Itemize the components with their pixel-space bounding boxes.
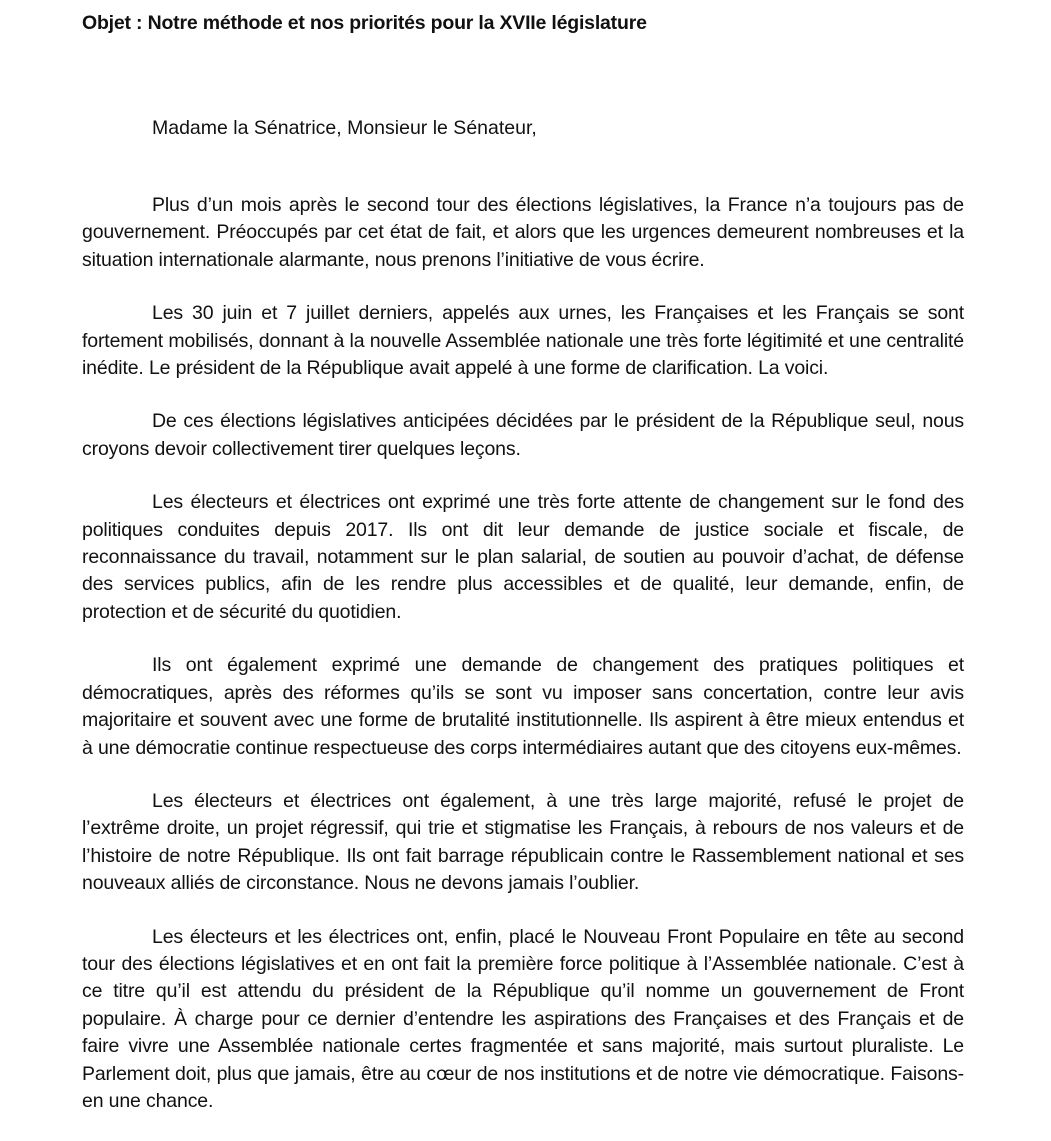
paragraph: Les électeurs et les électrices ont, enfin, placé le Nouveau Front Populaire en tête au second tour des élections législatives et en ont fait la première force politique à l’Assemblée nationale. C’est à ce titre qu’il est attendu du président de la République qu’il nomme un gouvernement de Front populaire. À charge pour ce dernier d’entendre les aspirations des Françaises et des Français et de faire vivre une Assemblée nationale certes fragmentée et sans majorité, mais surtout pluraliste. Le Parlement doit, plus que jamais, être au cœur de nos institutions et de notre vie démocratique. Faisons-en une chance. [82,925,964,1112]
paragraph: Plus d’un mois après le second tour des élections législatives, la France n’a toujours pas de gouvernement. Préoccupés par cet état de fait, et alors que les urgences demeurent nombreuses et la situation internationale alarmante, nous prenons l’initiative de vous écrire. [82,194,964,271]
paragraph: Les 30 juin et 7 juillet derniers, appelés aux urnes, les Françaises et les Français se sont fortement mobilisés, donnant à la nouvelle Assemblée nationale une très forte légitimité et une centralité inédite. Le président de la République avait appelé à une forme de clarification. La voici. [82,302,964,380]
paragraph: Les électeurs et électrices ont exprimé une très forte attente de changement sur le fond des politiques conduites depuis 2017. Ils ont dit leur demande de justice sociale et fiscale, de reconnaissance du travail, notamment sur le plan salarial, de soutien au pouvoir d’achat, de défense des services publics, afin de les rendre plus accessibles et de qualité, leur demande, enfin, de protection et de sécurité du quotidien. [82,491,964,623]
letter-salutation: Madame la Sénatrice, Monsieur le Sénateur, [152,117,537,139]
paragraph: De ces élections législatives anticipées décidées par le président de la République seul, nous croyons devoir collectivement tirer quelques leçons. [82,410,964,460]
paragraph: Les électeurs et électrices ont également, à une très large majorité, refusé le projet de l’extrême droite, un projet régressif, qui trie et stigmatise les Français, à rebours de nos valeurs et de l’histoire de notre République. Ils ont fait barrage républicain contre le Rassemblement national et ses nouveaux alliés de circonstance. Nous ne devons jamais l’oublier. [82,789,964,895]
paragraph: Ils ont également exprimé une demande de changement des pratiques politiques et démocratiques, après des réformes qu’ils se sont vu imposer sans concertation, contre leur avis majoritaire et souvent avec une forme de brutalité institutionnelle. Ils aspirent à être mieux entendus et à une démocratie continue respectueuse des corps intermédiaires autant que des citoyens eux-mêmes. [82,654,964,759]
letter-body [82,192,964,1141]
letter-subject: Objet : Notre méthode et nos priorités pour la XVIIe législature [82,12,647,34]
